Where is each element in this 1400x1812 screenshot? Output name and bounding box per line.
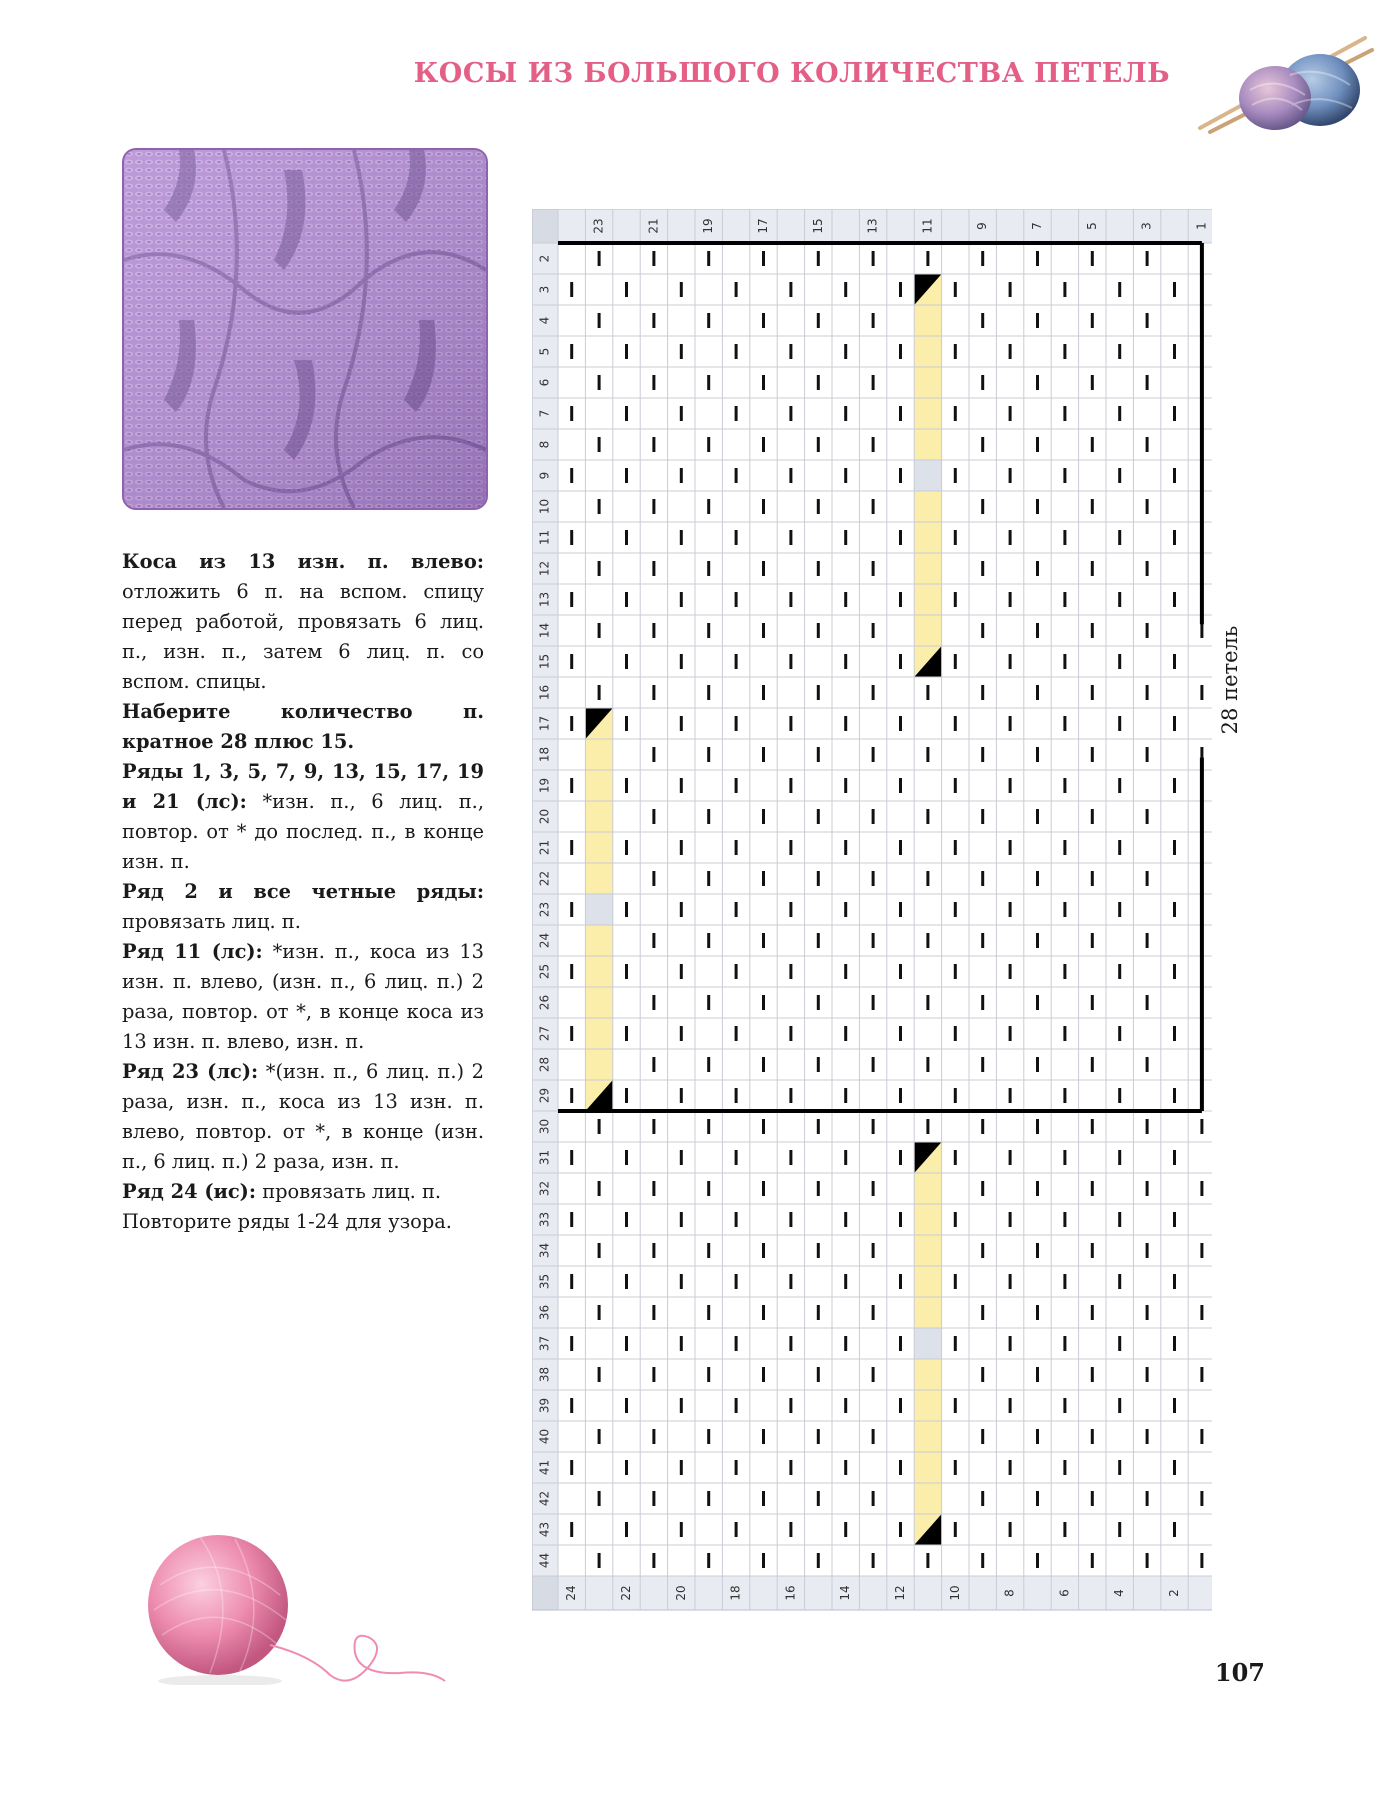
row-number-label: 14 bbox=[537, 622, 552, 639]
row-number-label: 33 bbox=[537, 1211, 552, 1228]
row-number-label: 44 bbox=[537, 1552, 552, 1569]
row-number-label: 3 bbox=[537, 285, 552, 294]
row-number-label: 20 bbox=[537, 808, 552, 825]
row-number-label: 4 bbox=[537, 316, 552, 325]
row-number-label: 21 bbox=[537, 839, 552, 856]
row-number-label: 26 bbox=[537, 994, 552, 1011]
row-number-label: 10 bbox=[537, 498, 552, 515]
bottom-column-label: 22 bbox=[619, 1585, 633, 1601]
knitting-chart bbox=[532, 209, 1212, 1617]
top-column-label: 5 bbox=[1084, 222, 1099, 230]
row11-text: *изн. п., коса из 13 изн. п. влево, (изн. п., 6 лиц. п.) 2 раза, повтор. от *, в конце коса из 13 изн. п. влево, изн. п. bbox=[122, 940, 484, 1053]
row-number-label: 2 bbox=[537, 254, 552, 263]
knitting-chart-grid bbox=[532, 209, 1212, 1617]
bottom-column-label: 2 bbox=[1167, 1589, 1181, 1597]
pink-yarn-ball-icon bbox=[140, 1505, 450, 1685]
bottom-column-label: 24 bbox=[564, 1585, 579, 1601]
page-title: КОСЫ ИЗ БОЛЬШОГО КОЛИЧЕСТВА ПЕТЕЛЬ bbox=[413, 58, 1170, 89]
bottom-column-label: 8 bbox=[1002, 1589, 1017, 1597]
row-number-label: 6 bbox=[537, 378, 552, 387]
row-number-label: 31 bbox=[537, 1149, 552, 1166]
row23-text: *(изн. п., 6 лиц. п.) 2 раза, изн. п., коса из 13 изн. п. влево, повтор. от *, в конце (изн. п., 6 лиц. п.) 2 раза, изн. п. bbox=[122, 1060, 484, 1173]
top-column-label: 11 bbox=[920, 218, 935, 234]
row-number-label: 22 bbox=[537, 870, 552, 887]
row-number-label: 24 bbox=[537, 932, 552, 949]
row-number-label: 5 bbox=[537, 347, 552, 356]
row-number-label: 15 bbox=[537, 653, 552, 670]
chart-corner bbox=[532, 1576, 558, 1610]
row-number-label: 9 bbox=[537, 471, 552, 480]
row-number-label: 35 bbox=[537, 1273, 552, 1290]
row-number-label: 7 bbox=[537, 409, 552, 418]
row24-label: Ряд 24 (ис): bbox=[122, 1180, 257, 1203]
row23-label: Ряд 23 (лс): bbox=[122, 1060, 259, 1083]
row-number-label: 41 bbox=[537, 1459, 552, 1476]
row-number-label: 32 bbox=[537, 1180, 552, 1197]
knitted-swatch-photo bbox=[122, 148, 488, 510]
row-number-label: 13 bbox=[537, 591, 552, 608]
top-column-label: 7 bbox=[1030, 222, 1044, 230]
bottom-column-label: 4 bbox=[1112, 1589, 1127, 1597]
bottom-column-label: 16 bbox=[783, 1585, 798, 1601]
rows-even-text: провязать лиц. п. bbox=[122, 910, 301, 933]
rows-odd-text: *изн. п., 6 лиц. п., повтор. от * до послед. п., в конце изн. п. bbox=[122, 790, 484, 873]
row-number-label: 19 bbox=[537, 777, 552, 794]
cable-definition-label: Коса из 13 изн. п. влево: bbox=[122, 550, 484, 573]
bottom-column-label: 10 bbox=[947, 1585, 962, 1601]
row-number-label: 17 bbox=[537, 715, 552, 732]
top-column-label: 3 bbox=[1139, 222, 1154, 230]
row-number-label: 36 bbox=[537, 1304, 552, 1321]
cable-upper-center bbox=[914, 460, 941, 491]
bottom-column-label: 6 bbox=[1057, 1589, 1072, 1597]
row-number-label: 39 bbox=[537, 1397, 552, 1414]
stitch-count-label: 28 петель bbox=[1218, 625, 1242, 735]
row-number-label: 38 bbox=[537, 1366, 552, 1383]
pattern-instructions bbox=[122, 547, 484, 1237]
row-number-label: 27 bbox=[537, 1025, 552, 1042]
top-column-label: 15 bbox=[810, 218, 825, 234]
row-number-label: 29 bbox=[537, 1087, 552, 1104]
cable-definition-text: отложить 6 п. на вспом. спицу перед работой, провязать 6 лиц. п., изн. п., затем 6 лиц. п. со вспом. спицы. bbox=[122, 580, 484, 693]
row-number-label: 30 bbox=[537, 1118, 552, 1135]
rows-odd-label: Ряды 1, 3, 5, 7, 9, 13, 15, 17, 19 и 21 (лс): bbox=[122, 760, 484, 813]
row-number-label: 18 bbox=[537, 746, 552, 763]
row-number-label: 28 bbox=[537, 1056, 552, 1073]
top-column-label: 17 bbox=[756, 218, 770, 234]
row-number-label: 23 bbox=[537, 901, 552, 918]
row-number-label: 12 bbox=[537, 560, 552, 577]
cable-middle-center bbox=[585, 894, 612, 925]
page-number: 107 bbox=[1214, 1658, 1265, 1687]
row-number-label: 42 bbox=[537, 1490, 552, 1507]
top-column-label: 23 bbox=[591, 218, 606, 234]
bottom-column-label: 20 bbox=[673, 1585, 688, 1601]
row-number-label: 25 bbox=[537, 963, 552, 980]
top-column-label: 21 bbox=[646, 218, 661, 234]
top-column-label: 19 bbox=[701, 218, 716, 234]
bottom-column-label: 14 bbox=[838, 1585, 853, 1601]
chart-corner bbox=[532, 209, 558, 243]
row24-text: провязать лиц. п. bbox=[262, 1180, 442, 1203]
cast-on-instruction: Наберите количество п. кратное 28 плюс 15. bbox=[122, 700, 484, 753]
row-number-label: 34 bbox=[537, 1242, 552, 1259]
bottom-column-label: 18 bbox=[728, 1585, 743, 1601]
row-number-label: 8 bbox=[537, 440, 552, 449]
top-column-label: 13 bbox=[865, 218, 880, 234]
bottom-column-label: 12 bbox=[893, 1585, 907, 1601]
yarn-balls-needles-icon bbox=[1180, 20, 1380, 135]
row-number-label: 16 bbox=[537, 684, 552, 701]
row-number-label: 11 bbox=[537, 529, 552, 546]
row-number-label: 43 bbox=[537, 1521, 552, 1538]
rows-even-label: Ряд 2 и все четные ряды: bbox=[122, 880, 484, 903]
top-column-label: 1 bbox=[1194, 222, 1209, 230]
row-number-label: 40 bbox=[537, 1428, 552, 1445]
repeat-instruction: Повторите ряды 1-24 для узора. bbox=[122, 1210, 452, 1233]
cable-lower-center bbox=[914, 1328, 941, 1359]
top-column-label: 9 bbox=[975, 222, 990, 230]
row-number-label: 37 bbox=[537, 1335, 552, 1352]
row11-label: Ряд 11 (лс): bbox=[122, 940, 263, 963]
